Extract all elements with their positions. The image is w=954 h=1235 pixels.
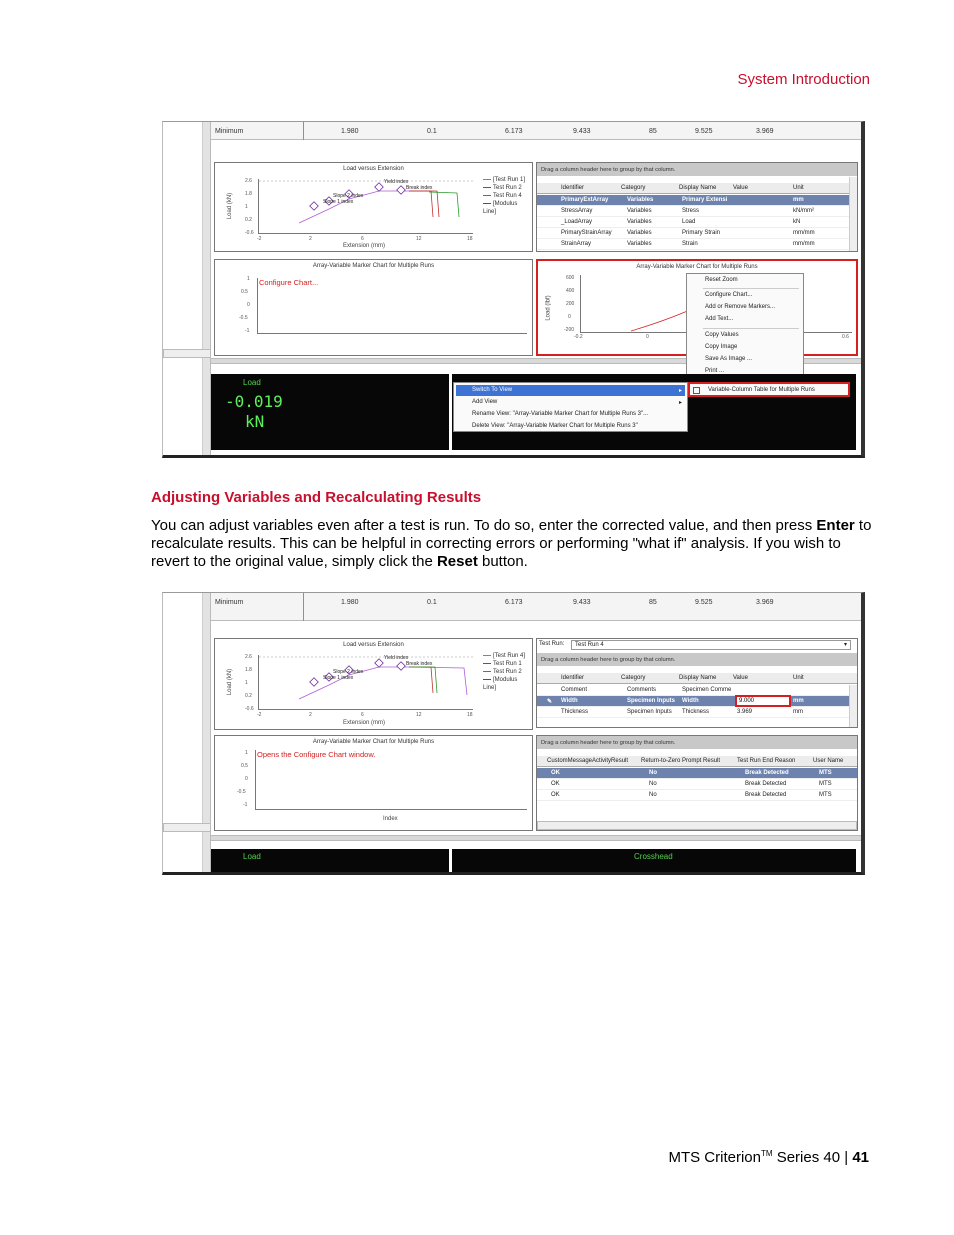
meter-label: Crosshead <box>634 852 673 861</box>
table-cell: No <box>649 781 657 787</box>
screenshot-recalculate <box>162 592 865 875</box>
table-cell: Variables <box>627 208 652 214</box>
table-row[interactable] <box>537 217 857 228</box>
column-header[interactable]: User Name <box>813 758 844 764</box>
x-axis-label: Index <box>383 816 398 822</box>
legend-entry: Test Run 4 <box>493 193 522 199</box>
table-cell: No <box>649 792 657 798</box>
table-cell: Variables <box>627 197 654 203</box>
y-tick: 1 <box>245 204 248 210</box>
table-cell: Break Detected <box>745 792 787 798</box>
width-value-input[interactable]: 9.000 <box>735 695 791 707</box>
x-tick: 18 <box>467 712 473 718</box>
x-tick: 6 <box>361 712 364 718</box>
chart-context-menu[interactable] <box>686 273 804 380</box>
running-head: System Introduction <box>737 71 870 88</box>
table-cell: StressArray <box>561 208 593 214</box>
test-run-select[interactable] <box>571 640 851 650</box>
load-extension-chart[interactable] <box>214 162 533 252</box>
group-by-hint: Drag a column header here to group by that column. <box>537 653 857 666</box>
menu-item-add-view[interactable]: Add View <box>472 399 498 405</box>
key-enter: Enter <box>816 517 855 534</box>
grid-header <box>537 673 857 684</box>
menu-item-reset-zoom[interactable]: Reset Zoom <box>705 277 738 283</box>
test-run-label: Test Run: <box>539 641 565 647</box>
table-cell: Variables <box>627 241 652 247</box>
y-axis-label: Load (lbf) <box>545 295 552 321</box>
topbar-value: 9.525 <box>695 599 713 606</box>
table-cell: MTS <box>819 770 832 776</box>
x-tick: 6 <box>361 236 364 242</box>
crosshead-meter <box>452 849 856 875</box>
table-cell: No <box>649 770 657 776</box>
left-hscroll[interactable] <box>163 349 211 358</box>
marker-label: Yield index <box>384 179 409 185</box>
variables-grid[interactable] <box>536 162 858 252</box>
menu-item-delete-view[interactable]: Delete View: "Array-Variable Marker Chart for Multiple Runs 3" <box>472 423 638 429</box>
table-cell: kN/mm² <box>793 208 814 214</box>
y-tick: 1 <box>247 276 250 282</box>
y-tick: 400 <box>566 288 575 294</box>
grid-scrollbar[interactable] <box>849 177 857 251</box>
table-cell: mm/mm <box>793 230 815 236</box>
table-cell: mm/mm <box>793 241 815 247</box>
results-grid[interactable] <box>536 735 858 831</box>
topbar-value: 0.1 <box>427 599 437 606</box>
marker-label: Slope 1 index <box>323 199 354 205</box>
view-context-menu[interactable] <box>453 382 688 432</box>
table-cell: kN <box>793 219 801 225</box>
topbar-label: Minimum <box>215 128 244 135</box>
section-title: Adjusting Variables and Recalculating Results <box>151 489 482 506</box>
left-hscroll[interactable] <box>163 823 211 832</box>
submenu[interactable] <box>688 382 850 397</box>
y-tick: 0 <box>247 302 250 308</box>
left-strip <box>163 122 203 455</box>
marker-chart-left[interactable] <box>214 259 533 356</box>
column-header[interactable]: CustomMessageActivityResult <box>547 758 629 764</box>
table-cell: PrimaryExtArray <box>561 197 609 203</box>
y-tick: 0.5 <box>241 289 248 295</box>
screenshot-context-menu <box>162 121 865 458</box>
load-curves <box>259 655 474 710</box>
y-tick: 0 <box>245 776 248 782</box>
y-tick: -200 <box>564 327 575 333</box>
y-tick: -0.5 <box>239 315 248 321</box>
page-footer: MTS Criterion™ Series 40 | 41 <box>668 1149 869 1166</box>
meter-value: -0.019 <box>225 392 283 411</box>
chevron-down-icon: ▾ <box>843 642 847 648</box>
marker-label: Slope 2 index <box>333 193 364 199</box>
column-header[interactable]: Value <box>733 675 748 681</box>
column-header[interactable]: Test Run End Reason <box>737 758 796 764</box>
table-cell: Specimen Inputs <box>627 709 672 715</box>
topbar-value: 9.433 <box>573 599 591 606</box>
top-readout-bar <box>211 122 861 140</box>
table-cell: mm <box>793 197 804 203</box>
topbar-value: 3.969 <box>756 599 774 606</box>
group-by-hint: Drag a column header here to group by that column. <box>537 736 857 749</box>
menu-item-configure-chart[interactable]: Configure Chart... <box>705 292 753 298</box>
y-tick: 0.2 <box>245 217 252 223</box>
plot-area <box>255 750 527 810</box>
table-cell: OK <box>551 781 560 787</box>
y-tick: 2.6 <box>245 654 252 660</box>
legend-entry: [Modulus Line] <box>483 677 518 691</box>
horizontal-splitter[interactable] <box>211 835 861 841</box>
x-tick: 2 <box>309 236 312 242</box>
y-tick: 0.5 <box>241 763 248 769</box>
topbar-value: 3.969 <box>756 128 774 135</box>
table-cell: Primary Strain <box>682 230 721 236</box>
y-tick: -0.6 <box>245 706 254 712</box>
topbar-value: 9.433 <box>573 128 591 135</box>
table-cell: Break Detected <box>745 770 789 776</box>
table-cell: _LoadArray <box>561 219 593 225</box>
menu-item-rename-view[interactable]: Rename View: "Array-Variable Marker Chart for Multiple Runs 3"... <box>472 411 649 417</box>
menu-item-variable-column-table[interactable]: Variable-Column Table for Multiple Runs <box>708 387 815 393</box>
load-meter <box>211 849 449 875</box>
table-cell: Load <box>682 219 696 225</box>
menu-separator <box>703 288 799 289</box>
variables-grid[interactable] <box>536 638 858 728</box>
group-by-hint: Drag a column header here to group by that column. <box>537 163 857 176</box>
legend-entry: Test Run 1 <box>493 661 522 667</box>
menu-item-switch-to-view[interactable]: Switch To View <box>472 387 513 393</box>
body-paragraph: You can adjust variables even after a test is run. To do so, enter the corrected value, and then press Enter to recalculate results. This can be helpful in correcting errors or performing "what if" analysis. If you wish to revert to the original value, simply click the Reset button. <box>151 517 872 570</box>
column-header[interactable]: Category <box>621 185 646 191</box>
x-tick: 0 <box>646 334 649 340</box>
chart-legend <box>483 652 532 692</box>
y-tick: -0.6 <box>245 230 254 236</box>
x-tick: 18 <box>467 236 473 242</box>
x-axis-label: Extension (mm) <box>343 720 386 726</box>
table-cell: Thickness <box>682 709 710 715</box>
marker-label: Slope 1 index <box>323 675 354 681</box>
x-tick: 2 <box>309 712 312 718</box>
legend-entry: [Test Run 4] <box>493 653 526 659</box>
x-tick: 0.6 <box>842 334 849 340</box>
submenu-arrow-icon: ▸ <box>678 400 682 406</box>
table-row[interactable] <box>537 790 857 801</box>
table-row[interactable] <box>537 707 857 718</box>
topbar-value: 85 <box>649 599 657 606</box>
table-cell: Variables <box>627 219 652 225</box>
load-curves <box>259 179 474 234</box>
table-cell: Primary Extensi <box>682 197 728 203</box>
table-cell: Comments <box>627 687 657 693</box>
y-tick: 600 <box>566 275 575 281</box>
y-tick: 0 <box>568 314 571 320</box>
table-cell: Variables <box>627 230 652 236</box>
menu-item-markers[interactable]: Add or Remove Markers... <box>705 304 776 310</box>
y-tick: -1 <box>243 802 248 808</box>
chart-title: Array-Variable Marker Chart for Multiple Runs <box>636 264 758 270</box>
menu-item-print[interactable]: Print ... <box>705 368 725 374</box>
column-header[interactable]: Unit <box>793 185 804 191</box>
topbar-value: 9.525 <box>695 128 713 135</box>
column-header[interactable]: Return-to-Zero Prompt Result <box>641 758 721 764</box>
chart-title: Array-Variable Marker Chart for Multiple Runs <box>312 263 435 269</box>
table-cell: MTS <box>819 781 832 787</box>
legend-entry: [Modulus Line] <box>483 201 518 215</box>
marker-label: Yield index <box>384 655 409 661</box>
grid-header <box>537 183 857 194</box>
topbar-value: 6.173 <box>505 128 523 135</box>
table-icon <box>693 387 700 394</box>
table-row[interactable] <box>537 239 857 250</box>
topbar-value: 0.1 <box>427 128 437 135</box>
column-header[interactable]: Display Name <box>679 675 717 681</box>
y-tick: 0.2 <box>245 693 252 699</box>
plot-area <box>258 179 473 234</box>
configure-chart-note: Opens the Configure Chart window. <box>257 750 376 759</box>
table-cell: MTS <box>819 792 832 798</box>
marker-label: Break index <box>406 661 433 667</box>
y-tick: -1 <box>245 328 250 334</box>
table-cell: Stress <box>682 208 700 214</box>
legend-entry: Test Run 2 <box>493 185 522 191</box>
column-header[interactable]: Value <box>733 185 748 191</box>
reset-word: Reset <box>436 553 478 570</box>
table-cell: Specimen Inputs <box>627 698 676 704</box>
y-axis-label: Load (kN) <box>227 192 234 220</box>
chart-title: Array-Variable Marker Chart for Multiple Runs <box>312 739 435 745</box>
table-cell: Strain <box>682 241 698 247</box>
chart-legend <box>483 176 532 216</box>
table-row[interactable] <box>537 696 857 707</box>
table-cell: Width <box>682 698 699 704</box>
table-cell: Specimen Comme <box>682 687 732 693</box>
menu-item-copy-image[interactable]: Copy Image <box>705 344 738 350</box>
marker-label: Slope 2 index <box>333 669 364 675</box>
y-tick: 1 <box>245 680 248 686</box>
topbar-cursor <box>303 593 304 621</box>
grid-scrollbar[interactable] <box>849 685 857 727</box>
table-row[interactable] <box>537 195 857 206</box>
y-tick: 2.6 <box>245 178 252 184</box>
table-row[interactable] <box>537 228 857 239</box>
topbar-label: Minimum <box>215 599 244 606</box>
table-cell: Width <box>561 698 578 704</box>
chart-title: Load versus Extension <box>343 642 404 648</box>
table-cell: StrainArray <box>561 241 592 247</box>
column-header[interactable]: Category <box>621 675 646 681</box>
table-cell: 3.969 <box>737 709 753 715</box>
edit-pencil-icon: ✎ <box>547 699 553 705</box>
table-row[interactable] <box>537 206 857 217</box>
table-row[interactable] <box>537 779 857 790</box>
topbar-value: 6.173 <box>505 599 523 606</box>
column-header[interactable]: Identifier <box>561 185 585 191</box>
x-tick: -0.2 <box>574 334 583 340</box>
load-meter <box>211 374 449 450</box>
meter-unit: kN <box>245 412 265 431</box>
meter-label: Load <box>243 852 261 861</box>
table-cell: Break Detected <box>745 781 787 787</box>
table-cell: mm <box>793 698 804 704</box>
x-tick: -2 <box>257 236 262 242</box>
page-number: 41 <box>852 1149 869 1166</box>
marker-chart[interactable] <box>214 735 533 831</box>
menu-separator <box>703 328 799 329</box>
topbar-value: 1.980 <box>341 599 359 606</box>
plot-area <box>258 655 473 710</box>
x-tick: 12 <box>416 236 422 242</box>
column-header[interactable]: Display Name <box>679 185 717 191</box>
marker-label: Break index <box>406 185 433 191</box>
topbar-cursor <box>303 122 304 140</box>
table-cell: OK <box>551 770 560 776</box>
top-readout-bar <box>211 593 861 621</box>
topbar-value: 1.980 <box>341 128 359 135</box>
meter-label: Load <box>243 378 261 387</box>
vertical-splitter[interactable] <box>203 122 211 455</box>
grid-header <box>537 756 857 767</box>
chart-title: Load versus Extension <box>343 166 404 172</box>
x-tick: -2 <box>257 712 262 718</box>
x-axis-label: Extension (mm) <box>343 243 386 249</box>
menu-item-add-text[interactable]: Add Text... <box>705 316 734 322</box>
menu-item-copy-values[interactable]: Copy Values <box>705 332 739 338</box>
y-tick: 200 <box>566 301 575 307</box>
load-extension-chart[interactable] <box>214 638 533 730</box>
table-cell: mm <box>793 709 803 715</box>
column-header[interactable]: Identifier <box>561 675 585 681</box>
y-tick: 1 <box>245 750 248 756</box>
column-header[interactable]: Unit <box>793 675 804 681</box>
table-cell: PrimaryStrainArray <box>561 230 612 236</box>
table-cell: Thickness <box>561 709 589 715</box>
submenu-arrow-icon: ▸ <box>678 388 682 394</box>
configure-chart-note: Configure Chart... <box>259 278 319 287</box>
legend-entry: Test Run 2 <box>493 669 522 675</box>
table-cell: Comment <box>561 687 588 693</box>
y-tick: 1.8 <box>245 667 252 673</box>
menu-item-save-image[interactable]: Save As Image ... <box>705 356 753 362</box>
topbar-value: 85 <box>649 128 657 135</box>
test-run-value: Test Run 4 <box>575 642 604 648</box>
y-tick: 1.8 <box>245 191 252 197</box>
y-axis-label: Load (kN) <box>227 668 234 696</box>
legend-entry: [Test Run 1] <box>493 177 526 183</box>
table-cell: OK <box>551 792 560 798</box>
table-row[interactable] <box>537 685 857 696</box>
x-tick: 12 <box>416 712 422 718</box>
table-row[interactable] <box>537 768 857 779</box>
y-tick: -0.5 <box>237 789 246 795</box>
trademark-mark: TM <box>760 1149 773 1158</box>
results-hscroll[interactable] <box>537 821 857 830</box>
